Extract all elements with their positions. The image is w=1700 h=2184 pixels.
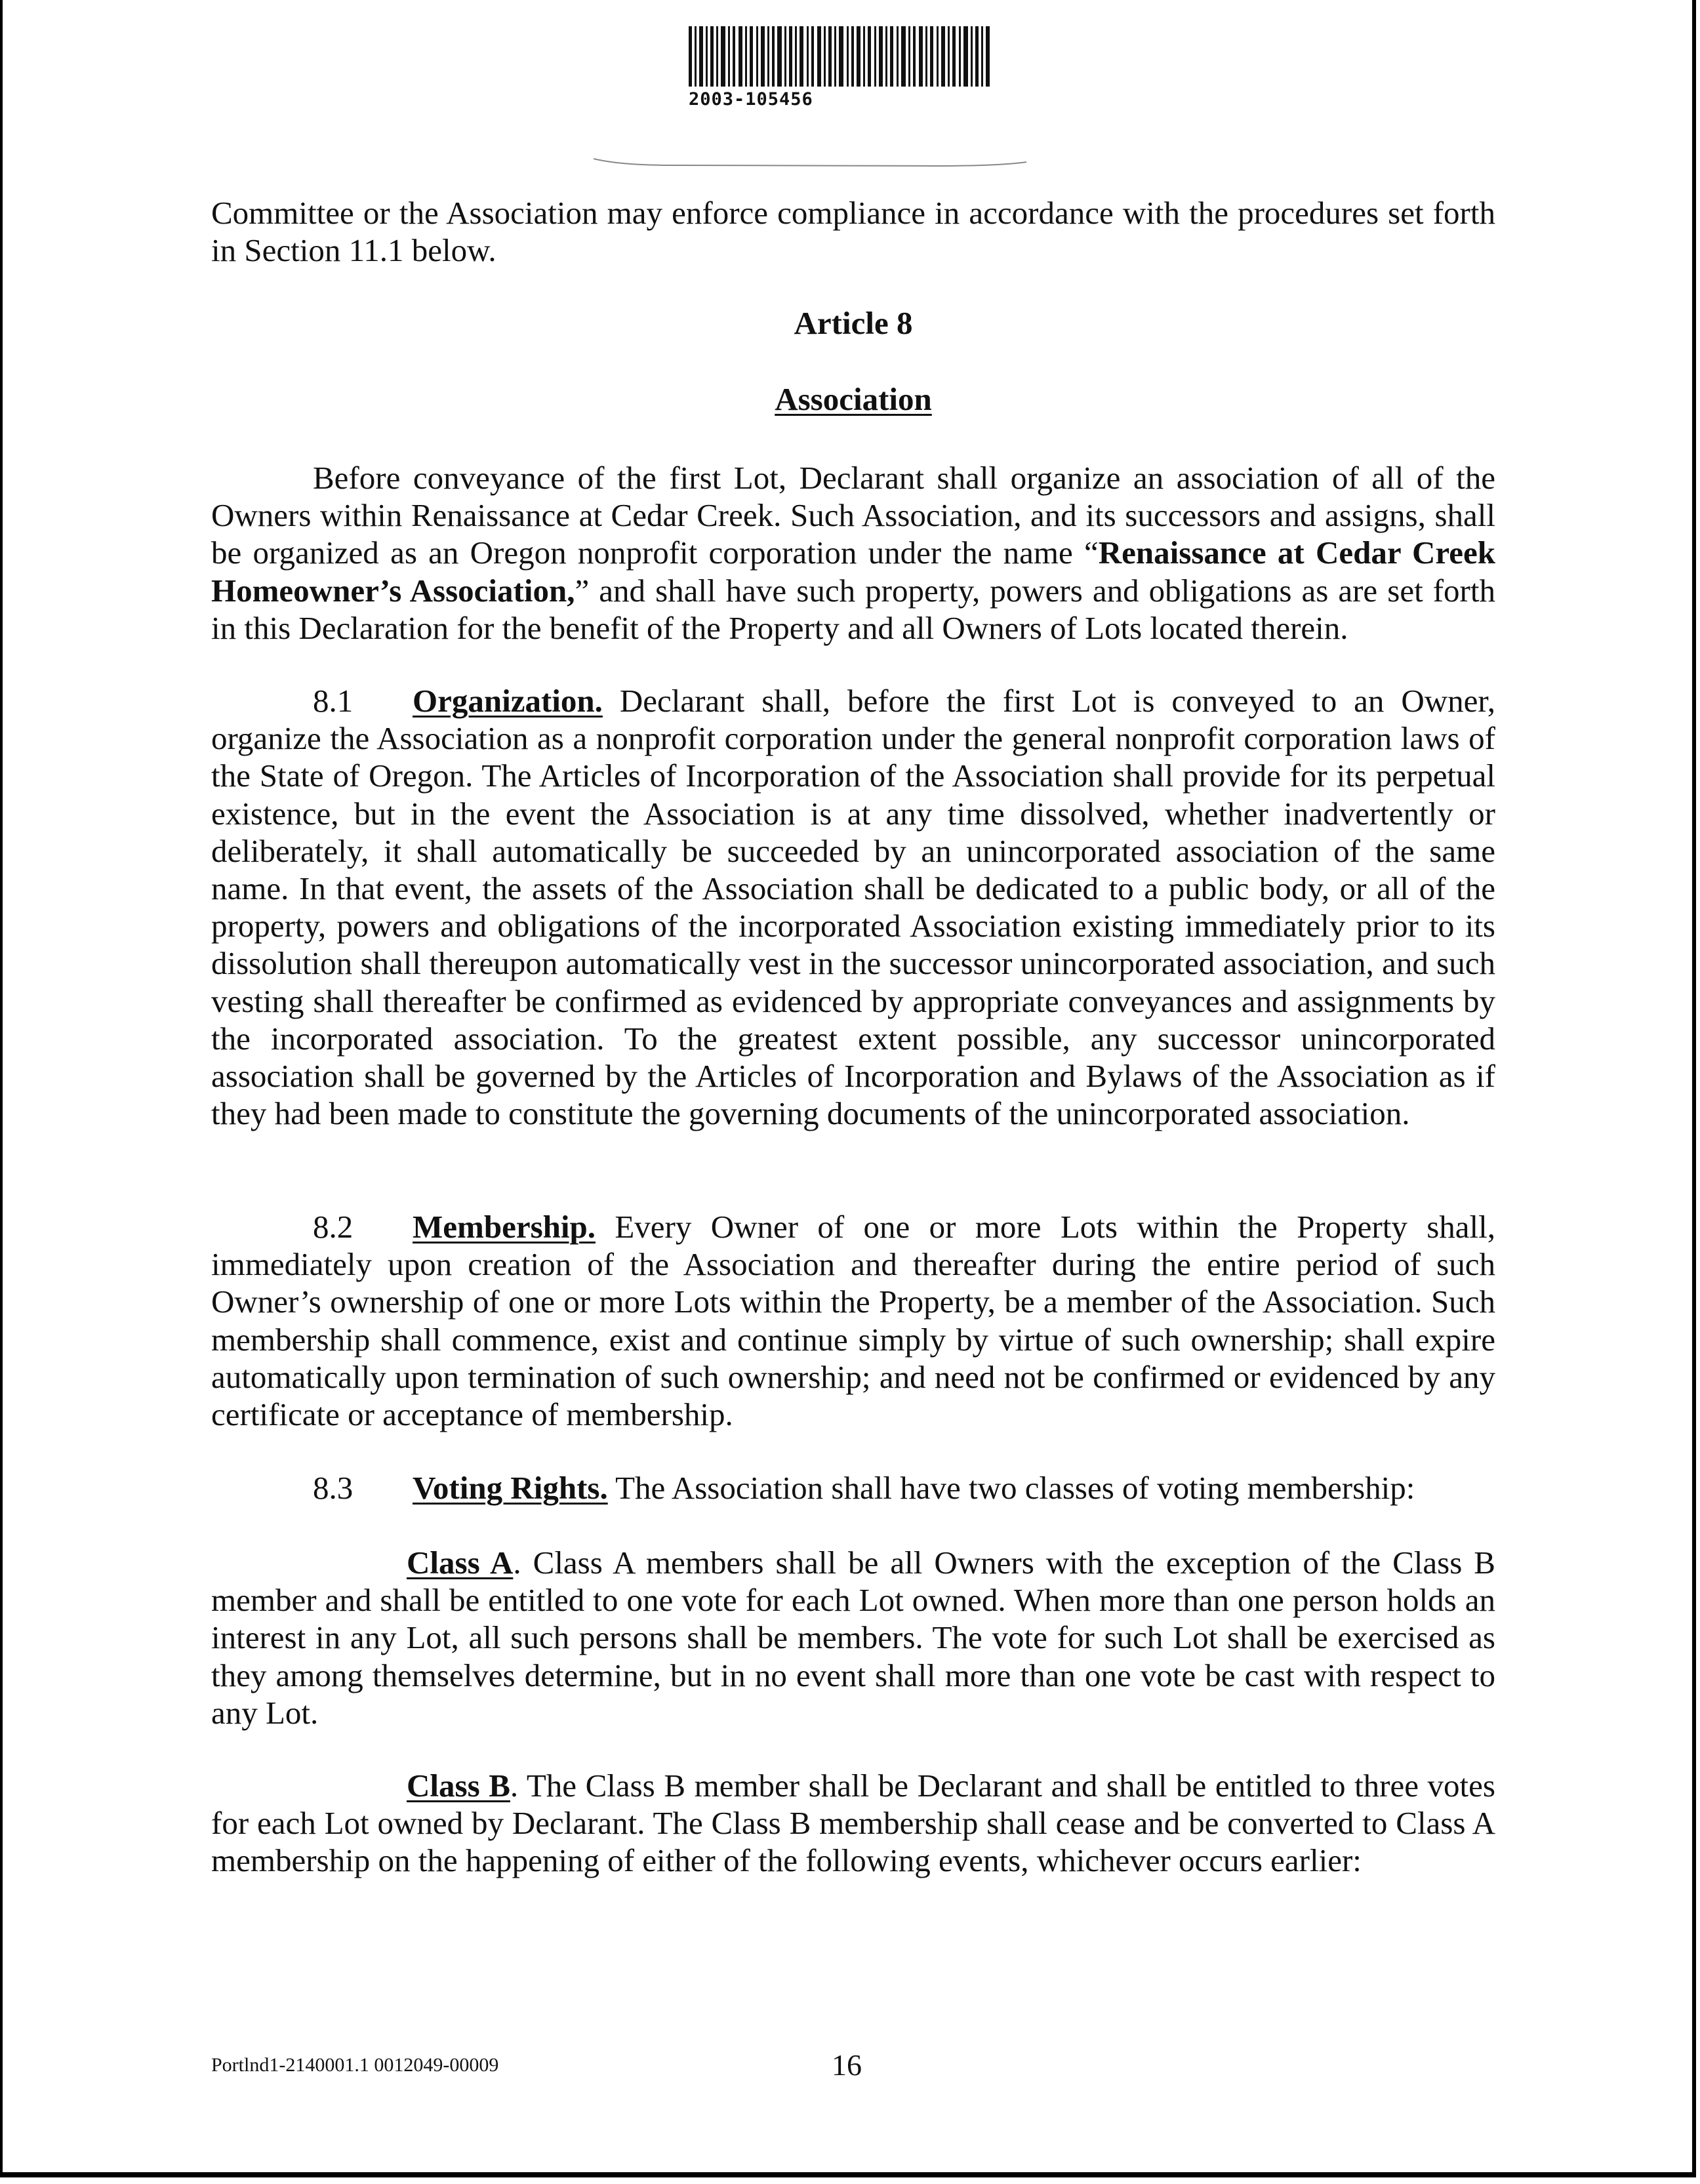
section-8-1-heading: Organization. bbox=[413, 683, 603, 719]
section-8-1-body: Declarant shall, before the first Lot is conveyed to an Owner, organize the Association as a nonprofit corporation under the general nonprofit corporation laws of the State of Oregon. The Articles of Incorporation of the Association shall provide for its perpetual existence, but in the event the Association is at any time dissolved, whether inadvertently or deliberately, it shall automatically be succeeded by an unincorporated association of the same name. In that event, the assets of the Association shall be dedicated to a public body, or all of the property, powers and obligations of the incorporated Association existing immediately prior to its dissolution shall thereupon automatically vest in the successor unincorporated association, and such vesting shall thereafter be confirmed as evidenced by appropriate conveyances and assignments by the incorporated association. To the greatest extent possible, any successor unincorporated association shall be governed by the Articles of Incorporation and Bylaws of the Association as if they had been made to constitute the governing documents of the unincorporated association. bbox=[211, 683, 1495, 1132]
article-subtitle-text: Association bbox=[775, 381, 932, 417]
section-8-1 bbox=[211, 682, 1495, 1132]
scan-artifact-line bbox=[594, 156, 1026, 168]
section-8-3 bbox=[211, 1469, 1495, 1507]
section-8-2 bbox=[211, 1208, 1495, 1433]
footer-page-number: 16 bbox=[832, 2048, 862, 2082]
barcode-image bbox=[689, 26, 990, 87]
article-subtitle bbox=[211, 380, 1495, 418]
association-name: Renaissance at Cedar Creek Homeowner’s Association, bbox=[211, 535, 1496, 609]
section-8-2-body: Every Owner of one or more Lots within the Property shall, immediately upon creation of the Association and thereafter during the entire period of such Owner’s ownership of one or more Lots within the Property, be a member of the Association. Such membership shall commence, exist and continue simply by virtue of such ownership; shall expire automatically upon termination of such ownership; and need not be confirmed or evidenced by any certificate or acceptance of membership. bbox=[211, 1209, 1495, 1433]
preamble-text-1: Before conveyance of the first Lot, Declarant shall organize an association of all of the Owners within Renaissance at Cedar Creek. Such Association, and its successors and assigns, shall be organized as an Oregon nonprofit corporation under the name “ bbox=[211, 460, 1495, 571]
section-8-2-number: 8.2 bbox=[313, 1209, 354, 1245]
class-a-heading: Class A bbox=[407, 1545, 514, 1581]
intro-text: Committee or the Association may enforce compliance in accordance with the procedures set forth in Section 11.1 below. bbox=[211, 195, 1495, 269]
recording-barcode bbox=[682, 26, 997, 118]
class-b-heading: Class B bbox=[407, 1768, 510, 1804]
section-8-3-body: The Association shall have two classes of voting membership: bbox=[607, 1470, 1415, 1506]
class-b-body: . The Class B member shall be Declarant and shall be entitled to three votes for each Lot owned by Declarant. The Class B membership shall cease and be converted to Class A membership on the happening of either of the following events, whichever occurs earlier: bbox=[211, 1768, 1495, 1879]
class-a-paragraph bbox=[211, 1544, 1495, 1731]
preamble-text-2: ” and shall have such property, powers and obligations as are set forth in this Declaration for the benefit of the Property and all Owners of Lots located therein. bbox=[211, 572, 1495, 646]
section-8-3-heading: Voting Rights. bbox=[413, 1470, 608, 1506]
intro-paragraph bbox=[211, 194, 1495, 269]
barcode-number: 2003-105456 bbox=[689, 89, 813, 110]
class-a-body: . Class A members shall be all Owners with the exception of the Class B member and shall be entitled to one vote for each Lot owned. When more than one person holds an interest in any Lot, all such persons shall be members. The vote for such Lot shall be exercised as they among themselves determine, but in no event shall more than one vote be cast with respect to any Lot. bbox=[211, 1545, 1495, 1731]
section-8-1-number: 8.1 bbox=[313, 683, 354, 719]
class-b-paragraph bbox=[211, 1767, 1495, 1880]
section-8-3-number: 8.3 bbox=[313, 1470, 354, 1506]
preamble-paragraph bbox=[211, 459, 1495, 647]
footer-document-id: Portlnd1-2140001.1 0012049-00009 bbox=[211, 2054, 499, 2076]
article-title: Article 8 bbox=[794, 305, 913, 341]
section-8-2-heading: Membership. bbox=[413, 1209, 596, 1245]
